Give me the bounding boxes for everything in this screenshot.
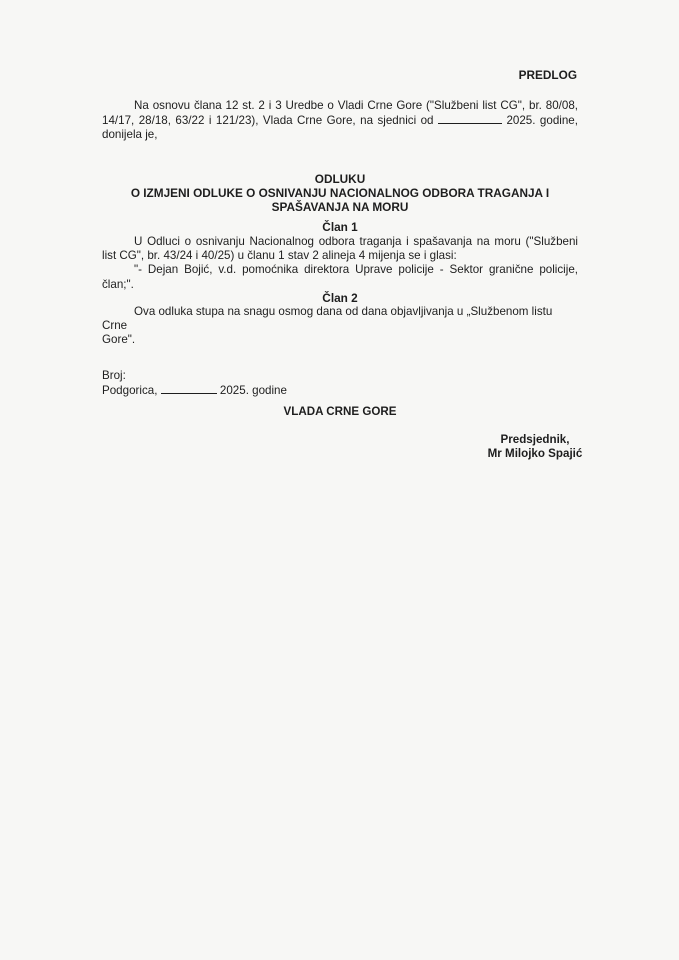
place: Podgorica, bbox=[102, 384, 158, 398]
signature-block bbox=[460, 433, 610, 461]
session-date-blank bbox=[438, 113, 502, 124]
title-line-1: ODLUKU bbox=[314, 172, 366, 186]
document-title bbox=[102, 172, 578, 214]
article-2-body bbox=[102, 305, 578, 348]
article-1-line: U Odluci o osnivanju Nacionalnog odbora traganja i spašavanja na moru ("Službeni bbox=[134, 235, 578, 248]
signatory-title: Predsjednik, bbox=[500, 433, 570, 446]
signatory-name: Mr Milojko Spajić bbox=[487, 447, 583, 460]
article-1-line: "- Dejan Bojić, v.d. pomoćnika direktora Uprave policije - Sektor granične policije, bbox=[134, 263, 578, 277]
broj-label: Broj: bbox=[102, 369, 126, 382]
issuer: VLADA CRNE GORE bbox=[283, 405, 397, 418]
preamble bbox=[102, 99, 578, 143]
preamble-line-2 bbox=[102, 113, 578, 128]
article-2-line: Gore". bbox=[102, 333, 136, 347]
article-1-line: član;". bbox=[102, 277, 134, 291]
article-1-heading: Član 1 bbox=[322, 220, 358, 234]
title-line-2: O IZMJENI ODLUKE O OSNIVANJU NACIONALNOG ODBORA TRAGANJA I bbox=[130, 186, 550, 200]
article-2-line: Ova odluka stupa na snagu osmog dana od dana objavljivanja u „Službenom listu Crne bbox=[102, 305, 553, 333]
article-2-heading: Član 2 bbox=[322, 291, 358, 305]
preamble-line-2-year: 2025. godine, bbox=[506, 114, 578, 128]
preamble-line-1: Na osnovu člana 12 st. 2 i 3 Uredbe o Vladi Crne Gore ("Službeni list CG", br. 80/08, bbox=[134, 99, 578, 112]
reference-block bbox=[102, 369, 287, 398]
date-suffix: 2025. godine bbox=[219, 384, 287, 398]
proposal-stamp: PREDLOG bbox=[518, 68, 577, 82]
preamble-line-2-text: 14/17, 28/18, 63/22 i 121/23), Vlada Crne Gore, na sjednici od bbox=[102, 114, 434, 128]
date-blank bbox=[161, 383, 217, 394]
title-line-3: SPAŠAVANJA NA MORU bbox=[271, 200, 409, 214]
place-date-line bbox=[102, 383, 287, 398]
article-1-line: list CG", br. 43/24 i 40/25) u članu 1 stav 2 alineja 4 mijenja se i glasi: bbox=[102, 249, 457, 263]
preamble-line-3: donijela je, bbox=[102, 128, 158, 142]
article-1-body bbox=[102, 235, 578, 292]
